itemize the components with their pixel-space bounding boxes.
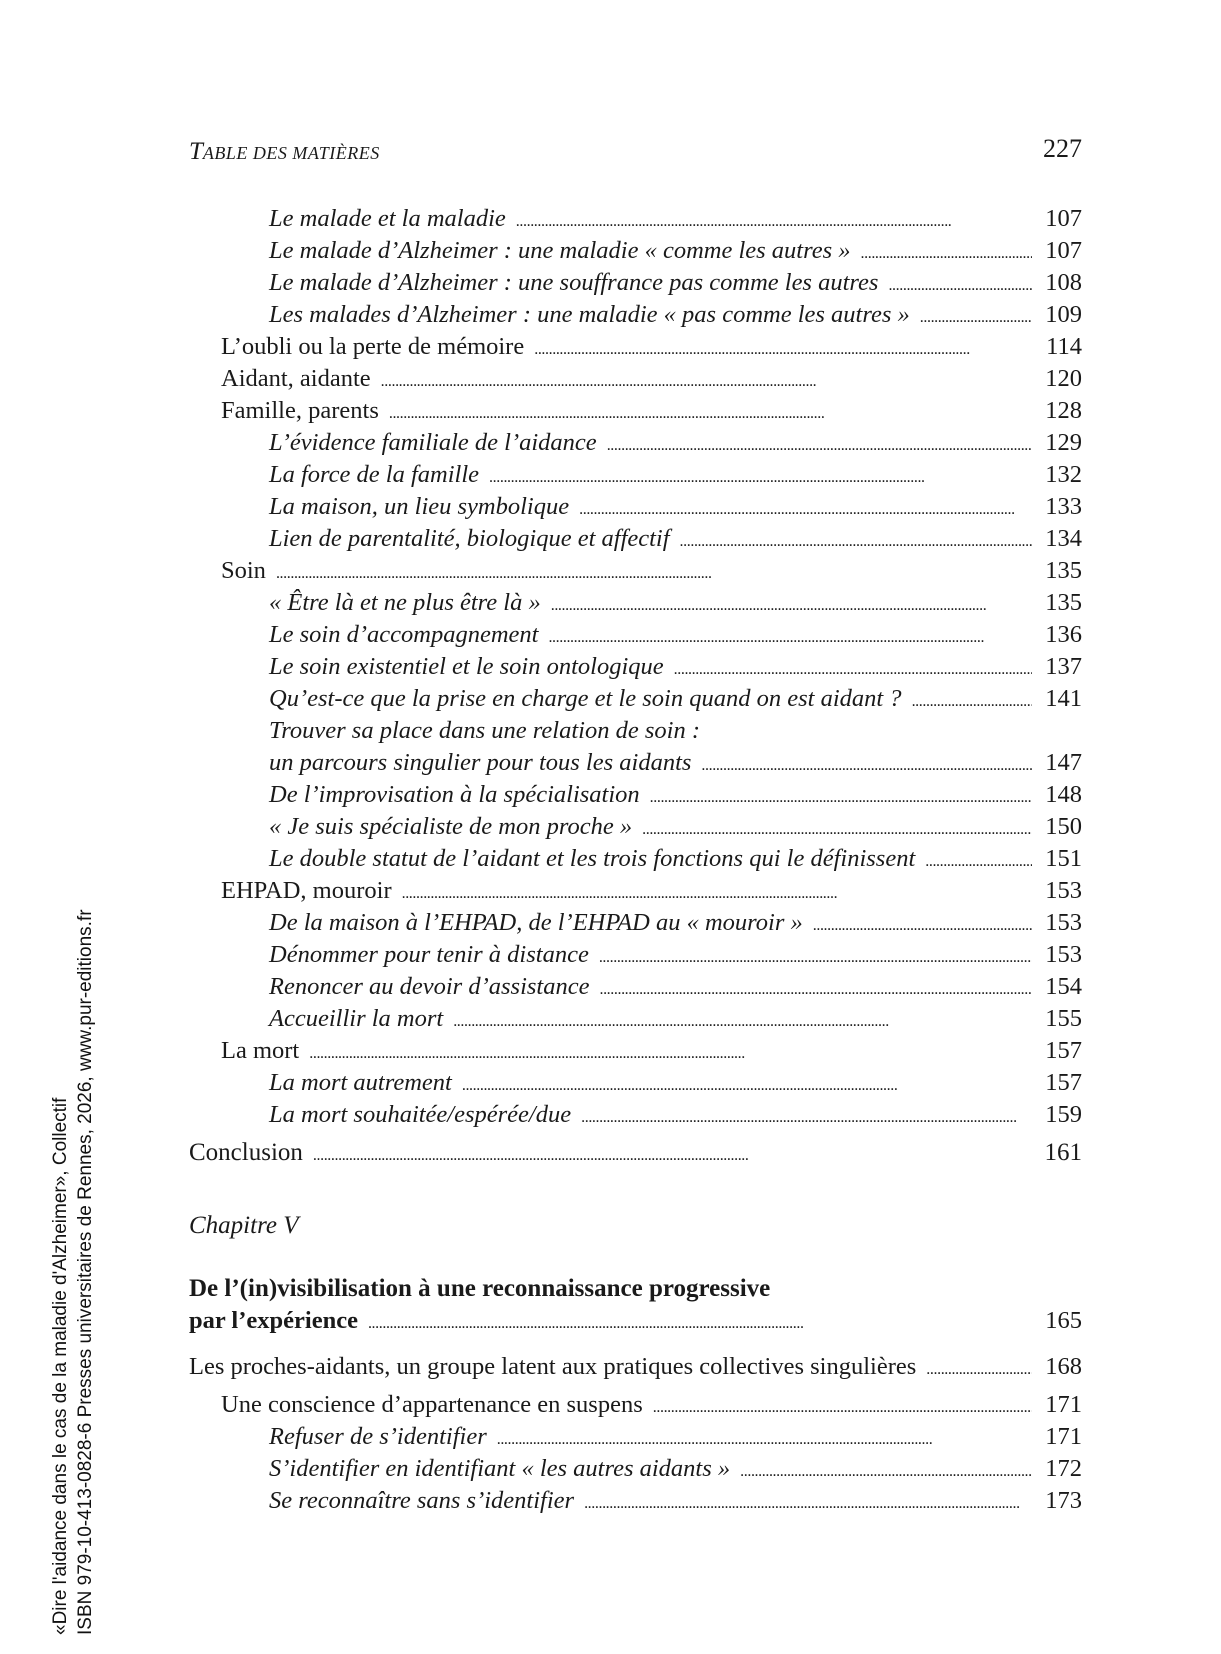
dot-leader (599, 939, 1032, 974)
toc-entry-page: 171 (1045, 1423, 1082, 1450)
toc-entry (189, 299, 1082, 331)
dot-leader (581, 1099, 1032, 1134)
chapter-title: De l’(in)visibilisation à une reconnaissance progressive (189, 1275, 771, 1302)
toc-entry-page: 141 (1045, 685, 1082, 712)
toc-entry (189, 331, 1082, 363)
toc-entry-page: 171 (1045, 1391, 1082, 1418)
page-header (189, 134, 1082, 174)
dot-leader (650, 779, 1032, 814)
toc-entry-page: 107 (1045, 205, 1082, 232)
dot-leader (925, 843, 1032, 878)
toc-entry-title: S’identifier en identifiant « les autres aidants » (269, 1455, 731, 1482)
toc-entry-title: Famille, parents (221, 397, 379, 424)
toc-entry (189, 523, 1082, 555)
toc-entry-page: 157 (1045, 1069, 1082, 1096)
dot-leader (389, 395, 1032, 430)
toc-entry (189, 1421, 1082, 1453)
dot-leader (579, 491, 1032, 526)
toc-entry-title: un parcours singulier pour tous les aidants (269, 749, 692, 776)
dot-leader (402, 875, 1032, 910)
chapter-title-continued: par l’expérience (189, 1307, 358, 1334)
toc-entry (189, 939, 1082, 971)
toc-entry-title: L’évidence familiale de l’aidance (269, 429, 597, 456)
toc-entry-title: Les proches-aidants, un groupe latent aux pratiques collectives singulières (189, 1353, 917, 1380)
toc-entry-page: 157 (1045, 1037, 1082, 1064)
toc-entry-page: 159 (1045, 1101, 1082, 1128)
toc-group (189, 203, 1082, 715)
dot-leader (653, 1389, 1032, 1424)
toc-entry-title: Soin (221, 557, 266, 584)
toc-entry (189, 395, 1082, 427)
toc-entry-title: Refuser de s’identifier (269, 1423, 487, 1450)
toc-entry-page: 153 (1045, 877, 1082, 904)
toc-entry (189, 1453, 1082, 1485)
toc-entry-title: Lien de parentalité, biologique et affectif (269, 525, 670, 552)
toc-entry-title: Le double statut de l’aidant et les trois fonctions qui le définissent (269, 845, 916, 872)
running-title: TABLE DES MATIÈRES (189, 138, 380, 165)
dot-leader (920, 299, 1032, 334)
toc-entry-page: 129 (1045, 429, 1082, 456)
dot-leader (926, 1351, 1032, 1386)
toc-entry-page: 154 (1045, 973, 1082, 1000)
toc-group (189, 779, 1082, 1131)
dot-leader (548, 619, 1032, 654)
dot-leader (701, 747, 1032, 782)
toc-entry (189, 235, 1082, 267)
toc-entry-page: 107 (1045, 237, 1082, 264)
toc-entry-page: 137 (1045, 653, 1082, 680)
toc-entry (189, 1003, 1082, 1035)
toc-entry-page: 161 (1044, 1139, 1082, 1166)
dot-leader (642, 811, 1032, 846)
toc-entry (189, 587, 1082, 619)
dot-leader (584, 1485, 1032, 1520)
toc-entry-page: 148 (1045, 781, 1082, 808)
toc-entry-wrapped-line1: Trouver sa place dans une relation de soin : (269, 717, 700, 744)
toc-entry-title: La mort souhaitée/espérée/due (269, 1101, 572, 1128)
dot-leader (599, 971, 1032, 1006)
toc-entry-title: De la maison à l’EHPAD, de l’EHPAD au « mouroir » (269, 909, 803, 936)
toc-entry-page: 132 (1045, 461, 1082, 488)
toc-entry (189, 1389, 1082, 1421)
toc-entry (189, 1035, 1082, 1067)
toc-entry-page: 135 (1045, 589, 1082, 616)
toc-entry (189, 427, 1082, 459)
toc-entry-title: De l’improvisation à la spécialisation (269, 781, 640, 808)
toc-entry-title: Le malade d’Alzheimer : une souffrance pas comme les autres (269, 269, 879, 296)
dot-leader (674, 651, 1032, 686)
dot-leader (309, 1035, 1032, 1070)
toc-entry-title: La mort (221, 1037, 300, 1064)
toc-entry (189, 459, 1082, 491)
toc-entry-page: 135 (1045, 557, 1082, 584)
toc-entry-title: Le malade et la maladie (269, 205, 506, 232)
dot-leader (368, 1305, 1032, 1340)
dot-leader (861, 235, 1032, 270)
dot-leader (813, 907, 1032, 942)
side-credit-line1: «Dire l'aidance dans le cas de la maladie d'Alzheimer», Collectif (50, 1097, 71, 1635)
toc-entry (189, 203, 1082, 235)
toc-entry-title: Le malade d’Alzheimer : une maladie « comme les autres » (269, 237, 851, 264)
dot-leader (516, 203, 1032, 238)
dot-leader (313, 1137, 1032, 1172)
toc-entry-title: Accueillir la mort (269, 1005, 444, 1032)
toc-entry-page: 128 (1045, 397, 1082, 424)
toc-entry (189, 779, 1082, 811)
dot-leader (497, 1421, 1032, 1456)
toc-entry-page: 147 (1045, 749, 1082, 776)
side-credit (48, 909, 98, 1635)
toc-entry (189, 267, 1082, 299)
toc-entry-conclusion (189, 1137, 1082, 1169)
toc-entry-page: 133 (1045, 493, 1082, 520)
toc-group (189, 1389, 1082, 1517)
toc-entry (189, 811, 1082, 843)
toc-entry-title: Une conscience d’appartenance en suspens (221, 1391, 643, 1418)
dot-leader (453, 1003, 1032, 1038)
toc-entry-title: Aidant, aidante (221, 365, 371, 392)
toc-entry (189, 875, 1082, 907)
dot-leader (888, 267, 1032, 302)
toc-entry-page: 153 (1045, 941, 1082, 968)
toc-entry-title: « Je suis spécialiste de mon proche » (269, 813, 633, 840)
toc-entry-title: Renoncer au devoir d’assistance (269, 973, 590, 1000)
toc-entry-title: La mort autrement (269, 1069, 452, 1096)
dot-leader (381, 363, 1032, 398)
toc-entry (189, 747, 1082, 779)
dot-leader (551, 587, 1032, 622)
toc-entry-page: 172 (1045, 1455, 1082, 1482)
dot-leader (680, 523, 1032, 558)
dot-leader (534, 331, 1032, 366)
dot-leader (462, 1067, 1032, 1102)
toc-entry (189, 491, 1082, 523)
toc-entry (189, 843, 1082, 875)
toc-entry-page: 165 (1045, 1307, 1082, 1334)
chapter-label: Chapitre V (189, 1212, 299, 1239)
toc-entry-page: 155 (1045, 1005, 1082, 1032)
toc-entry-title: Le soin existentiel et le soin ontologique (269, 653, 664, 680)
toc-entry-chapter (189, 1305, 1082, 1337)
toc-entry (189, 683, 1082, 715)
toc-entry-title: Qu’est-ce que la prise en charge et le soin quand on est aidant ? (269, 685, 902, 712)
toc-entry-page: 136 (1045, 621, 1082, 648)
toc-entry-title: EHPAD, mouroir (221, 877, 392, 904)
toc-entry (189, 971, 1082, 1003)
toc-entry-title: Conclusion (189, 1139, 303, 1166)
dot-leader (607, 427, 1032, 462)
toc-entry-page: 109 (1045, 301, 1082, 328)
page-number: 227 (1043, 134, 1082, 163)
toc-entry-page: 114 (1046, 333, 1082, 360)
toc-entry-page: 120 (1045, 365, 1082, 392)
toc-entry-page: 108 (1045, 269, 1082, 296)
toc-entry-title: Dénommer pour tenir à distance (269, 941, 589, 968)
toc-entry-title: L’oubli ou la perte de mémoire (221, 333, 525, 360)
toc-entry-title: La force de la famille (269, 461, 480, 488)
toc-entry-title: « Être là et ne plus être là » (269, 589, 541, 616)
toc-entry (189, 619, 1082, 651)
side-credit-line2: ISBN 979-10-413-0828-6 Presses universitaires de Rennes, 2026, www.pur-editions.fr (75, 909, 96, 1635)
toc-entry-page: 150 (1045, 813, 1082, 840)
toc-entry-title: Se reconnaître sans s’identifier (269, 1487, 575, 1514)
dot-leader (276, 555, 1032, 590)
toc-entry-title: La maison, un lieu symbolique (269, 493, 570, 520)
toc-entry-section (189, 1351, 1082, 1383)
toc-entry (189, 555, 1082, 587)
toc-entry-page: 134 (1045, 525, 1082, 552)
dot-leader (740, 1453, 1032, 1488)
toc-entry (189, 907, 1082, 939)
toc-entry-page: 151 (1045, 845, 1082, 872)
table-of-contents (189, 203, 1082, 1517)
toc-entry (189, 363, 1082, 395)
toc-entry (189, 1485, 1082, 1517)
toc-entry-page: 153 (1045, 909, 1082, 936)
toc-entry (189, 1067, 1082, 1099)
toc-entry (189, 651, 1082, 683)
dot-leader (912, 683, 1032, 718)
toc-entry-title: Le soin d’accompagnement (269, 621, 539, 648)
toc-entry-page: 173 (1045, 1487, 1082, 1514)
toc-entry-page: 168 (1045, 1353, 1082, 1380)
toc-entry (189, 1099, 1082, 1131)
dot-leader (489, 459, 1032, 494)
toc-entry-title: Les malades d’Alzheimer : une maladie « pas comme les autres » (269, 301, 910, 328)
